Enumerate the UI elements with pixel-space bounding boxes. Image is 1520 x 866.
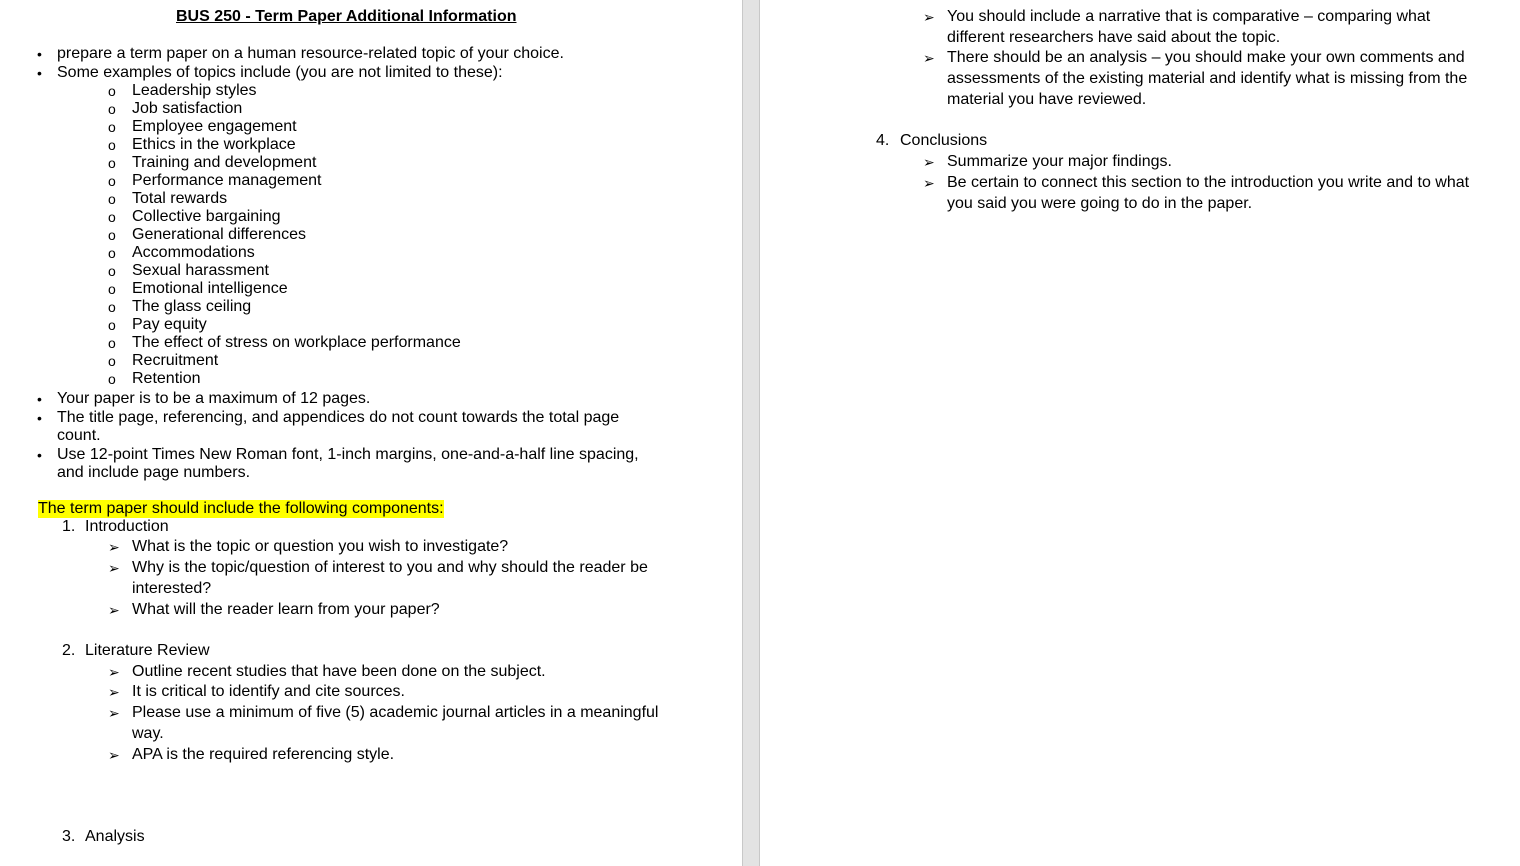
section-number: 1.	[62, 518, 76, 535]
arrow-bullet-icon: ➢	[108, 705, 120, 721]
document-page-left	[0, 0, 742, 866]
bullet-icon: •	[37, 65, 42, 81]
components-heading: The term paper should include the following components:	[38, 500, 444, 517]
arrow-bullet-icon: ➢	[923, 154, 935, 170]
literature-item-cont: way.	[132, 725, 164, 742]
document-page-right	[760, 0, 1520, 866]
circle-bullet-icon: o	[108, 353, 116, 369]
circle-bullet-icon: o	[108, 317, 116, 333]
circle-bullet-icon: o	[108, 119, 116, 135]
section-number: 2.	[62, 642, 76, 659]
circle-bullet-icon: o	[108, 281, 116, 297]
topic-item: The glass ceiling	[132, 298, 252, 315]
topic-item: Recruitment	[132, 352, 219, 369]
arrow-bullet-icon: ➢	[108, 747, 120, 763]
intro-item: What is the topic or question you wish to investigate?	[132, 538, 509, 555]
intro-bullet-text: Some examples of topics include (you are not limited to these):	[57, 64, 503, 81]
rule-text: The title page, referencing, and appendices do not count towards the total page	[57, 409, 620, 426]
circle-bullet-icon: o	[108, 371, 116, 387]
document-title: BUS 250 - Term Paper Additional Information	[176, 8, 517, 25]
analysis-item-cont: different researchers have said about the topic.	[947, 29, 1281, 46]
section-introduction-label: Introduction	[85, 518, 169, 535]
circle-bullet-icon: o	[108, 263, 116, 279]
circle-bullet-icon: o	[108, 101, 116, 117]
arrow-bullet-icon: ➢	[923, 175, 935, 191]
arrow-bullet-icon: ➢	[923, 50, 935, 66]
bullet-icon: •	[37, 46, 42, 62]
literature-item: APA is the required referencing style.	[132, 746, 395, 763]
topic-item: Leadership styles	[132, 82, 257, 99]
conclusions-item: Be certain to connect this section to the introduction you write and to what	[947, 174, 1470, 191]
circle-bullet-icon: o	[108, 137, 116, 153]
topic-item: Emotional intelligence	[132, 280, 288, 297]
circle-bullet-icon: o	[108, 227, 116, 243]
topic-item: Sexual harassment	[132, 262, 269, 279]
topic-item: Accommodations	[132, 244, 255, 261]
arrow-bullet-icon: ➢	[923, 9, 935, 25]
section-number: 4.	[876, 132, 890, 149]
topic-item: Employee engagement	[132, 118, 297, 135]
topic-item: Ethics in the workplace	[132, 136, 296, 153]
arrow-bullet-icon: ➢	[108, 602, 120, 618]
rule-text: Your paper is to be a maximum of 12 pages.	[57, 390, 371, 407]
circle-bullet-icon: o	[108, 173, 116, 189]
bullet-icon: •	[37, 391, 42, 407]
circle-bullet-icon: o	[108, 191, 116, 207]
topic-item: Retention	[132, 370, 201, 387]
intro-item: Why is the topic/question of interest to you and why should the reader be	[132, 559, 648, 576]
topic-item: The effect of stress on workplace performance	[132, 334, 461, 351]
analysis-item-cont: material you have reviewed.	[947, 91, 1147, 108]
rule-text-cont: and include page numbers.	[57, 464, 251, 481]
conclusions-item-cont: you said you were going to do in the paper.	[947, 195, 1253, 212]
topic-item: Generational differences	[132, 226, 307, 243]
conclusions-item: Summarize your major findings.	[947, 153, 1172, 170]
analysis-item-cont: assessments of the existing material and identify what is missing from the	[947, 70, 1468, 87]
rule-text: Use 12-point Times New Roman font, 1-inch margins, one-and-a-half line spacing,	[57, 446, 639, 463]
arrow-bullet-icon: ➢	[108, 560, 120, 576]
rule-text-cont: count.	[57, 427, 101, 444]
section-number: 3.	[62, 828, 76, 845]
topic-item: Pay equity	[132, 316, 207, 333]
intro-item-cont: interested?	[132, 580, 212, 597]
literature-item: Outline recent studies that have been done on the subject.	[132, 663, 546, 680]
topic-item: Performance management	[132, 172, 322, 189]
arrow-bullet-icon: ➢	[108, 684, 120, 700]
literature-item: It is critical to identify and cite sources.	[132, 683, 405, 700]
topic-item: Training and development	[132, 154, 317, 171]
circle-bullet-icon: o	[108, 245, 116, 261]
analysis-item: There should be an analysis – you should make your own comments and	[947, 49, 1465, 66]
analysis-item: You should include a narrative that is comparative – comparing what	[947, 8, 1431, 25]
circle-bullet-icon: o	[108, 335, 116, 351]
section-conclusions-label: Conclusions	[900, 132, 988, 149]
topic-item: Total rewards	[132, 190, 228, 207]
intro-item: What will the reader learn from your paper?	[132, 601, 440, 618]
intro-bullet-text: prepare a term paper on a human resource-related topic of your choice.	[57, 45, 564, 62]
bullet-icon: •	[37, 447, 42, 463]
bullet-icon: •	[37, 410, 42, 426]
circle-bullet-icon: o	[108, 83, 116, 99]
topic-item: Collective bargaining	[132, 208, 281, 225]
circle-bullet-icon: o	[108, 209, 116, 225]
page-gap	[742, 0, 760, 866]
arrow-bullet-icon: ➢	[108, 539, 120, 555]
section-literature-label: Literature Review	[85, 642, 210, 659]
circle-bullet-icon: o	[108, 155, 116, 171]
topic-item: Job satisfaction	[132, 100, 243, 117]
arrow-bullet-icon: ➢	[108, 664, 120, 680]
circle-bullet-icon: o	[108, 299, 116, 315]
section-analysis-label: Analysis	[85, 828, 145, 845]
literature-item: Please use a minimum of five (5) academic journal articles in a meaningful	[132, 704, 659, 721]
